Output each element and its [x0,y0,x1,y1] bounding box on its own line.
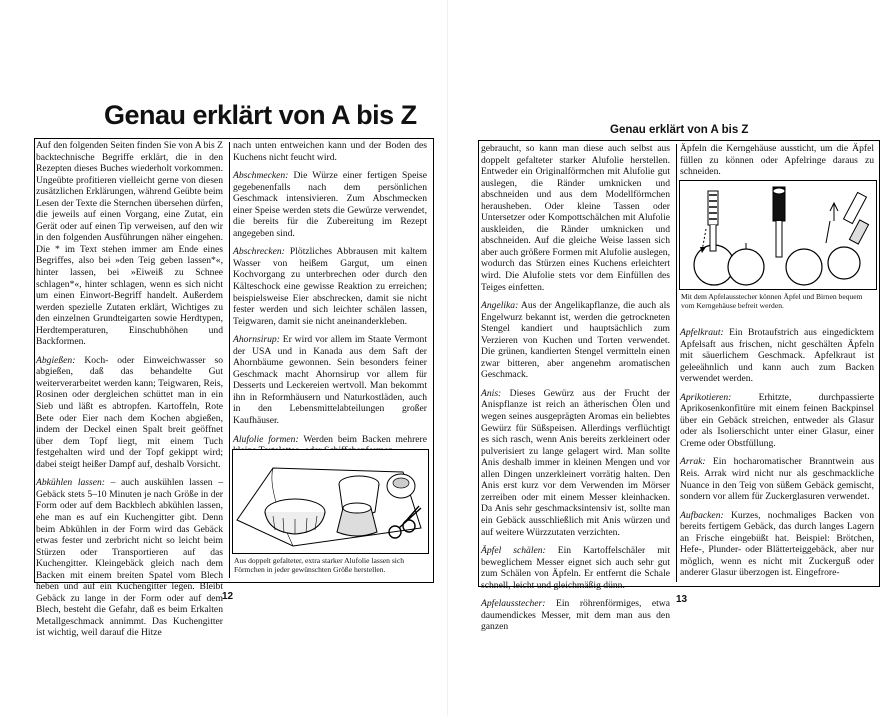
glossary-text: Die Würze einer fertigen Speise gegebenenfalls nach dem persönlichen Geschmack intensivieren. Zum Abschmecken einer Speise werden stets die Gewürze verwendet, die bereits für die Zubereitung im Rezept angegeben sind. [233,170,427,239]
glossary-continuation: Äpfeln die Kerngehäuse aussticht, um die Äpfel füllen zu können oder Apfelringe daraus zu schneiden. [680,143,874,178]
glossary-term: Apfelkraut: [680,327,724,338]
glossary-entry [233,334,427,426]
glossary-term: Abkühlen lassen: [36,477,105,489]
glossary-entry [36,477,223,639]
glossary-entry [481,300,670,381]
glossary-text: – auch auskühlen lassen – Gebäck stets 5–10 Minuten je nach Größe in der Form oder auf dem Backblech abkühlen lassen, ehe man es auf ein Kuchengitter gibt. Denn beim Abkühlen in der Form wird das Gebäck etwas fester und zerbricht nicht so leicht beim Stürzen oder Transportieren auf das Kuchengitter. Kleingebäck gleich nach dem Backen mit einem breiten Spatel vom Blech heben und auf ein Kuchengitter legen. Bleibt Gebäck zu lange in der Form oder auf dem Blech, besteht die Gefahr, daß es beim Erkalten Metallgeschmack annimmt. Das Kuchengitter ist wichtig, weil darauf die Hitze [36,477,223,639]
glossary-entry [680,327,874,385]
glossary-entry [233,170,427,239]
glossary-entry [481,388,670,538]
glossary-entry [680,510,874,579]
glossary-text: Ein hocharomatischer Branntwein aus Reis. Arrak wird nicht nur als geschmackliche Nuance in den Teig von süßem Gebäck gemischt, sondern vor allem für Zuckerglasuren verwendet. [680,456,874,503]
glossary-text: Dieses Gewürz aus der Frucht der Anispflanze ist reich an ätherischen Ölen und wegen seines ausgeprägten Aromas ein beliebtes Gewürz für Süßspeisen. Allerdings verflüchtigt es sich rasch, wenn Anis bereits zerkleinert oder pulverisiert zu lange gelagert wird. Man sollte Anis deshalb immer in kleinen Mengen und vor allen Dingen unzerkleinert vorrätig halten. Den Anis erst kurz vor dem Verwenden im Mörser zerreiben oder mit einem Messer kleinhacken. Da Anis sehr geschmacksintensiv ist, sollte man ein Gebäck ausschließlich mit Anis würzen und auf weitere Würzzutaten verzichten. [481,387,670,538]
page-title-left: Genau erklärt von A bis Z [104,100,417,130]
apfelausstecher-illustration [679,180,877,290]
apple-corer-drawing [680,181,876,289]
right-column-1 [481,143,671,633]
glossary-entry [36,140,223,348]
page-number-left: 12 [222,591,234,602]
glossary-term: Abschmecken: [233,170,289,182]
glossary-text: Plötzliches Abbrausen mit kaltem Wasser von heißem Gargut, um einen Kochvorgang zu unterbrechen oder durch den Kälteschock eine gewisse Reaktion zu erreichen; beispielsweise Eier abschrecken, damit sie nicht fester werden und sich leichter schälen lassen, Teigwaren, damit sie nicht aneinanderkleben. [233,246,427,327]
page-number-right: 13 [676,594,688,605]
glossary-text: Ein Brotaufstrich aus eingedicktem Apfelsaft aus frischen, nicht geschälten Äpfeln mit säuerlichem Geschmack. Apfelkraut ist geleeähnlich und kann auch zum Backen verwendet werden. [680,327,874,385]
glossary-text: nach unten entweichen kann und der Boden des Kuchens nicht feucht wird. [233,140,427,163]
right-page [448,0,896,716]
glossary-term: Anis: [481,387,502,399]
glossary-text: Koch- oder Einweichwasser so abgießen, daß das behandelte Gut weiterverarbeitet werden kann; Teigwaren, Reis, Rosinen oder dergleichen schüttet man in ein Sieb und läßt es abtropfen. Kartoffeln, Rote Bete oder Eier nach dem Kochen abgießen, indem der Deckel einen Spalt breit geöffnet über dem Topf liegt, mit einem Tuch festgehalten wird und der Topf gekippt wird; dabei steigt heißer Dampf auf, deshalb Vorsicht. [36,354,223,470]
glossary-entry [481,545,670,591]
glossary-entry [481,143,670,293]
glossary-text: Aus der Angelikapflanze, die auch als Engelwurz bekannt ist, werden die getrockneten Stengel kandiert und hauptsächlich zum Verzieren von Kuchen und Torten verwendet. Die grünen, kandierten Stengel vermitteln einen zwar bitteren, aber angenehm aromatischen Geschmack. [481,300,671,381]
glossary-term: Aufbacken: [680,509,724,521]
figure-caption-right: Mit dem Apfelausstecher können Äpfel und Birnen bequem vom Kerngehäuse befreit werden. [681,292,863,311]
glossary-text: Kurzes, nochmaliges Backen von bereits fertigem Gebäck, das durch langes Lagern an Frische eingebüßt hat. Beispiel: Brötchen, Hefe-, Plunder- oder Blätterteiggebäck, aber nur möglich, wenn es nicht mit Zuckerguß oder anderer Glasur überzogen ist. Eingefrore- [680,509,874,579]
glossary-text: Ein Kartoffelschäler mit beweglichem Messer eignet sich auch sehr gut zum Schälen von Äpfeln. Er entfernt die Schale schnell, leicht und gleichmäßig dünn. [481,545,670,591]
glossary-entry [233,140,427,163]
column-divider [676,144,677,582]
glossary-entry [680,456,874,502]
glossary-term: Abgießen: [36,354,76,366]
right-column-2-intro [680,143,874,179]
glossary-entry [36,355,223,470]
glossary-entry [481,598,670,633]
glossary-text: gebraucht, so kann man diese auch selbst aus doppelt gefalteter starker Alufolie herstellen. Entweder ein Originalförmchen mit Alufolie gut auslegen, die Ränder umknicken und abschneiden und aus dem Modellförmchen herausheben. Oder kleine Tassen oder Untersetzer oder Kompottschälchen mit Alufolie auskleiden, die Ränder umknicken und abschneiden. Auf die gleiche Weise lassen sich aber auch größere Formen mit Alufolie auslegen, wodurch das Stürzen eines Kuchens erleichtert wird. Die Alufolie stets vor dem Einfüllen des Teiges einfetten. [481,143,670,293]
glossary-term: Abschrecken: [233,246,285,258]
right-column-2 [680,327,874,583]
left-column-1 [36,140,223,639]
glossary-text: Ein röhrenförmiges, etwa daumendickes Messer, mit dem man aus den ganzen [481,598,670,633]
glossary-term: Apfelausstecher: [481,598,546,610]
glossary-term: Alufolie formen: [233,433,299,445]
figure-caption-left: Aus doppelt gefalteter, extra starker Alufolie lassen sich Förmchen in jeder gewünschten Größe herstellen. [234,556,405,575]
column-divider [229,142,230,578]
glossary-term: Ahornsirup: [233,334,280,346]
page-title-right: Genau erklärt von A bis Z [610,124,749,136]
glossary-text: Auf den folgenden Seiten finden Sie von A bis Z backtechnische Begriffe erklärt, die in den Rezepten dieses Buches wiederholt vorkommen. Ungeübte profitieren vielleicht gerne von diesen zusätzlichen Erklärungen, während Geübte beim Lesen der Texte die Sternchen übersehen dürfen, die jeweils auf einen Vorgang, eine Zutat, ein Gerät oder auf einen Tip verweisen, auf den wir in den folgenden Ausführungen näher eingehen. Die * im Text stehen immer am Ende eines Begriffes, also bei »den Teig geben lassen*«, hinter lassen, bei »Eiweiß zu Schnee schlagen*«, hinter schlagen, wenn es sich nicht um einen Einwort-Begriff handelt. Außerdem werden spezielle Zutaten erklärt, Wichtiges zu den einzelnen Grundteigarten sowie Herdtypen, Herdtemperaturen, Einschubhöhen und Backformen. [36,140,223,348]
glossary-term: Äpfel schälen: [481,545,546,557]
glossary-entry [233,246,427,327]
glossary-entry [680,392,874,450]
glossary-text: Erhitzte, durchpassierte Aprikosenkonfitüre mit einem feinen Backpinsel über ein Gebäck streichen, entweder als Glasur oder als Isolierschicht unter einer Glasur, einer Creme oder Obstfüllung. [680,391,874,449]
glossary-term: Aprikotieren: [680,391,732,403]
glossary-text: Werden beim Backen mehrere [303,433,427,445]
alufolie-illustration [232,449,429,554]
foil-molds-drawing [233,450,428,553]
glossary-term: Angelika: [481,300,519,312]
glossary-text: Er wird vor allem im Staate Vermont der USA und in Kanada aus dem Saft der Ahornbäume gewonnen. Sein besonders feiner Geschmack macht Ahornsirup vor allem für Desserts und Leckereien wertvoll. Man bekommt ihn in Reformhäusern und Naturkostläden, auch in den Lebensmittelabteilungen großer Kaufhäuser. [233,334,427,427]
left-column-2 [233,140,427,444]
glossary-term: Arrak: [680,456,706,468]
